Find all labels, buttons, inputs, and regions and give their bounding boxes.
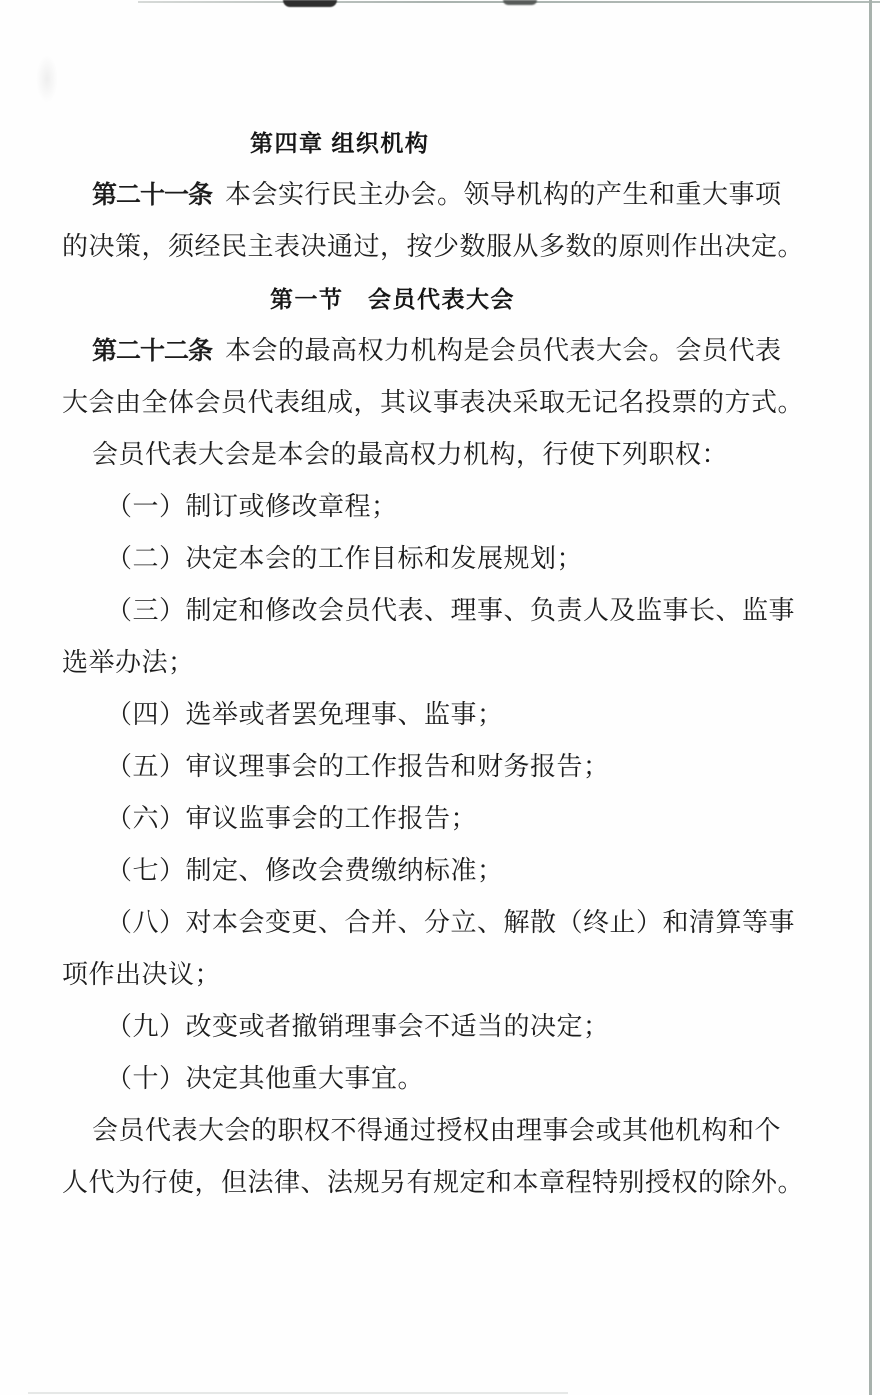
scan-artifact-faint-mark [36,55,58,103]
powers-intro: 会员代表大会是本会的最高权力机构，行使下列职权： [92,440,729,469]
powers-item-7: （七）制定、修改会费缴纳标准； [106,856,504,885]
scan-artifact-bottom-edge-line [28,1392,568,1394]
powers-item-3-line-1: （三）制定和修改会员代表、理事、负责人及监事长、监事 [106,596,796,625]
chapter-heading: 第四章 组织机构 [250,130,430,156]
article-22-line-2: 大会由全体会员代表组成，其议事表决采取无记名投票的方式。 [62,388,805,417]
scan-artifact-right-edge-line [869,0,872,1395]
powers-item-8-line-2: 项作出决议； [62,960,222,989]
article-22-text-1: 本会的最高权力机构是会员代表大会。会员代表 [225,336,782,365]
article-21-line-1 [62,169,818,221]
article-21-number: 第二十一条 [92,181,213,209]
scan-artifact-smudge-left [283,0,337,7]
powers-item-2: （二）决定本会的工作目标和发展规划； [106,544,584,573]
powers-item-9: （九）改变或者撤销理事会不适当的决定； [106,1012,610,1041]
article-22-number: 第二十二条 [92,337,213,365]
powers-item-4: （四）选举或者罢免理事、监事； [106,700,504,729]
powers-item-1: （一）制订或修改章程； [106,492,398,521]
closing-paragraph-line-1: 会员代表大会的职权不得通过授权由理事会或其他机构和个 [92,1116,782,1145]
powers-item-10: （十）决定其他重大事宜。 [106,1064,425,1093]
scan-artifact-smudge-right [503,0,537,5]
closing-paragraph-line-2: 人代为行使，但法律、法规另有规定和本章程特别授权的除外。 [62,1168,805,1197]
document-body [62,117,818,1209]
powers-item-8-line-1: （八）对本会变更、合并、分立、解散（终止）和清算等事 [106,908,796,937]
powers-item-6: （六）审议监事会的工作报告； [106,804,478,833]
powers-item-3-line-2: 选举办法； [62,648,195,677]
article-21-line-2: 的决策，须经民主表决通过，按少数服从多数的原则作出决定。 [62,232,805,261]
article-21-text-1: 本会实行民主办会。领导机构的产生和重大事项 [225,180,782,209]
powers-item-5: （五）审议理事会的工作报告和财务报告； [106,752,610,781]
section-heading: 第一节 会员代表大会 [270,286,515,312]
article-22-line-1 [62,325,818,377]
